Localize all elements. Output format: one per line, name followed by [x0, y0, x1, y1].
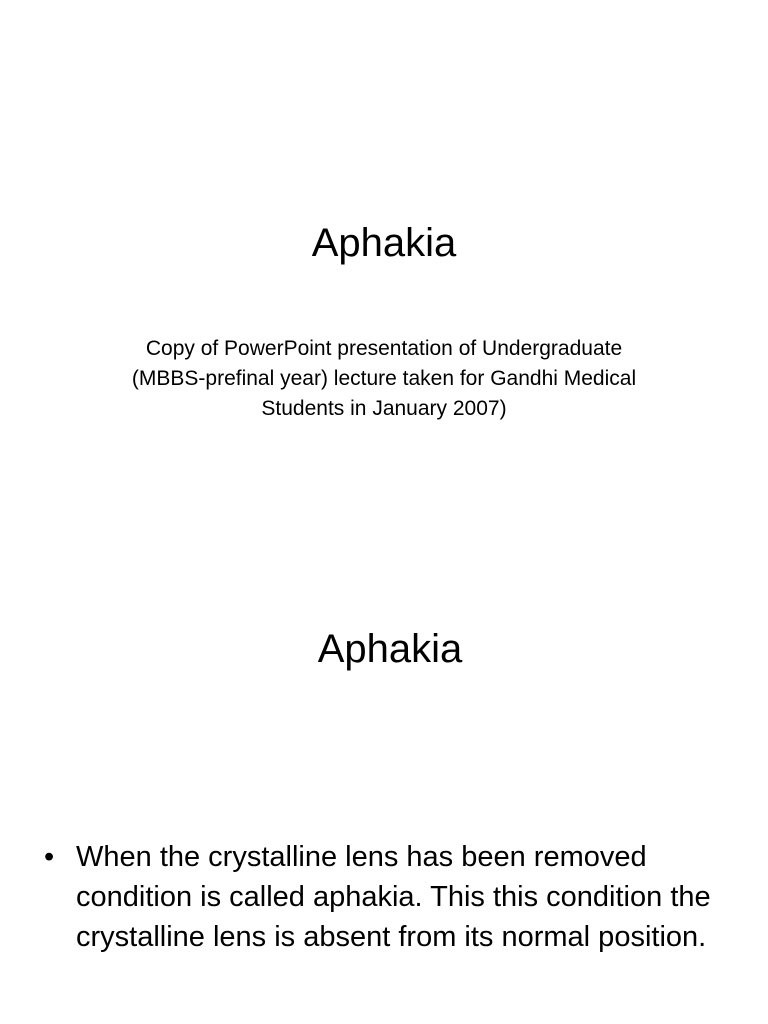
bullet-item: [42, 837, 732, 957]
slide-content-heading: Aphakia: [317, 627, 463, 671]
slide-title-heading: Aphakia: [311, 221, 457, 265]
bullet-text: When the crystalline lens has been removed condition is called aphakia. This this condition the crystalline lens is absent from its normal position.: [76, 841, 711, 953]
bullet-list: [42, 837, 732, 957]
slide-subtitle: Copy of PowerPoint presentation of Undergraduate (MBBS-prefinal year) lecture taken for Gandhi Medical Students in January 2007): [131, 337, 637, 420]
slide-content: [0, 512, 768, 1024]
bullet-icon: •: [44, 841, 55, 873]
